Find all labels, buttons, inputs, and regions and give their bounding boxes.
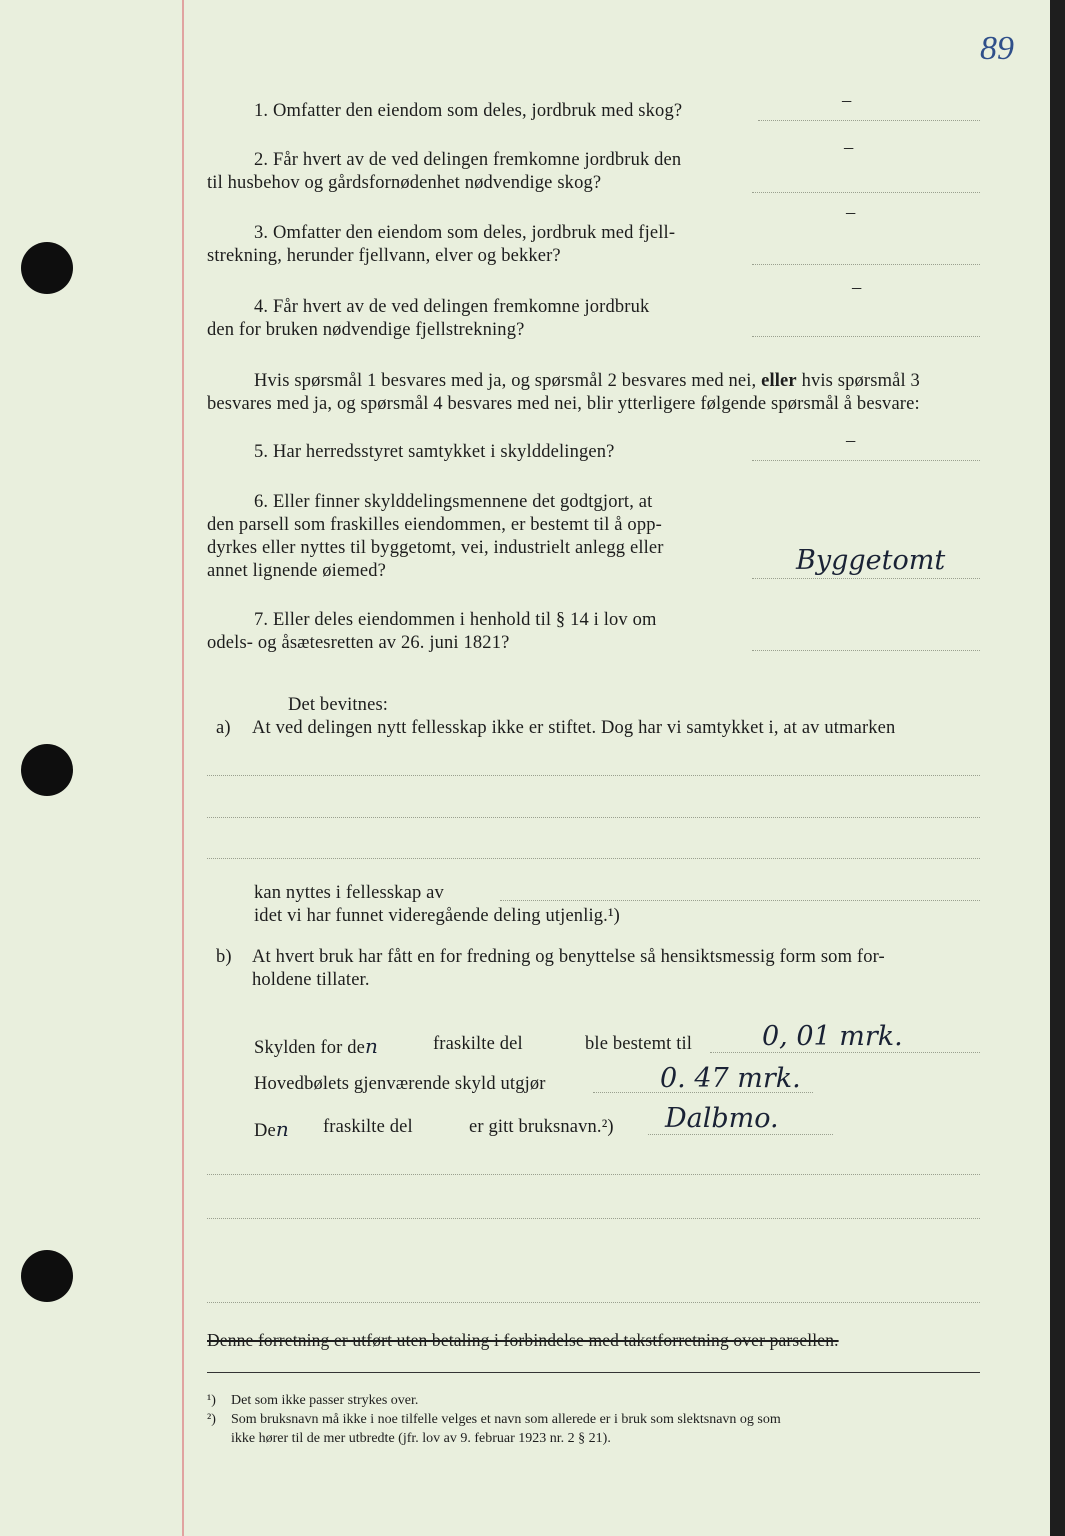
question-7-line-2: odels- og åsætesretten av 26. juni 1821? bbox=[207, 633, 510, 653]
question-1-line-1: 1. Omfatter den eiendom som deles, jordbruk med skog? bbox=[254, 101, 683, 121]
certify-b-label: b) bbox=[216, 947, 232, 967]
question-3-line-2: strekning, herunder fjellvann, elver og bekker? bbox=[207, 246, 561, 266]
skyld-prefix: Skylden for de bbox=[254, 1038, 366, 1058]
question-2-line-1: 2. Får hvert av de ved delingen fremkomne jordbruk den bbox=[254, 150, 682, 170]
question-4-answer-line bbox=[752, 336, 980, 337]
navn-line bbox=[254, 1117, 289, 1142]
skyld-suffix: ble bestemt til bbox=[585, 1034, 693, 1054]
certify-a-text: At ved delingen nytt fellesskap ikke er stiftet. Dog har vi samtykket i, at av utmarken bbox=[252, 718, 896, 738]
hoved-value-handwritten: 0. 47 mrk. bbox=[660, 1063, 801, 1094]
blank-line-2 bbox=[207, 817, 980, 818]
navn-handwritten-n: n bbox=[275, 1117, 289, 1141]
question-1-answer-line bbox=[758, 120, 980, 121]
certify-b-line-1: At hvert bruk har fått en for fredning og benyttelse så hensiktsmessig form som for- bbox=[252, 947, 885, 967]
margin-line bbox=[182, 0, 184, 1536]
fellesskap-line bbox=[500, 900, 980, 901]
skyld-line bbox=[254, 1034, 378, 1059]
footnote-2-line-1: Som bruksnavn må ikke i noe tilfelle velges et navn som allerede er i bruk som slektsnavn og som bbox=[231, 1412, 781, 1427]
certify-a-line-3: idet vi har funnet videregående deling utjenlig.¹) bbox=[254, 906, 620, 926]
blank-line-1 bbox=[207, 775, 980, 776]
condition-line-1 bbox=[254, 371, 920, 392]
question-2-answer-line bbox=[752, 192, 980, 193]
hoved-label: Hovedbølets gjenværende skyld utgjør bbox=[254, 1074, 546, 1094]
question-1-answer: – bbox=[842, 91, 852, 111]
question-4-line-2: den for bruken nødvendige fjellstrekning? bbox=[207, 320, 525, 340]
footnote-rule bbox=[207, 1372, 980, 1373]
question-3-answer-line bbox=[752, 264, 980, 265]
question-6-line-1: 6. Eller finner skylddelingsmennene det godtgjort, at bbox=[254, 492, 653, 512]
blank-line-4 bbox=[207, 1174, 980, 1175]
certify-a-line-2: kan nyttes i fellesskap av bbox=[254, 883, 444, 903]
question-6-line-3: dyrkes eller nyttes til byggetomt, vei, industrielt anlegg eller bbox=[207, 538, 664, 558]
punch-hole-bottom bbox=[21, 1250, 73, 1302]
navn-suffix: er gitt bruksnavn.²) bbox=[469, 1117, 614, 1137]
certify-b-line-2: holdene tillater. bbox=[252, 970, 370, 990]
question-4-answer: – bbox=[852, 278, 862, 298]
blank-line-3 bbox=[207, 858, 980, 859]
question-2-answer: – bbox=[844, 138, 854, 158]
footnote-2-line-2: ikke hører til de mer utbredte (jfr. lov av 9. februar 1923 nr. 2 § 21). bbox=[231, 1431, 611, 1446]
question-7-answer-line bbox=[752, 650, 980, 651]
skyld-value-handwritten: 0, 01 mrk. bbox=[762, 1021, 903, 1052]
certify-a-label: a) bbox=[216, 718, 231, 738]
question-6-answer-line bbox=[752, 578, 980, 579]
page-number: 89 bbox=[980, 30, 1014, 67]
footnote-1-mark: ¹) bbox=[207, 1393, 216, 1408]
question-5-answer: – bbox=[846, 431, 856, 451]
question-5-answer-line bbox=[752, 460, 980, 461]
skyld-value-line bbox=[710, 1052, 980, 1053]
certify-heading: Det bevitnes: bbox=[288, 695, 389, 715]
question-2-line-2: til husbehov og gårdsfornødenhet nødvendige skog? bbox=[207, 173, 602, 193]
question-4-line-1: 4. Får hvert av de ved delingen fremkomne jordbruk bbox=[254, 297, 650, 317]
blank-line-6 bbox=[207, 1302, 980, 1303]
scan-edge bbox=[1050, 0, 1065, 1536]
condition-bold-word: eller bbox=[761, 371, 797, 391]
condition-line-2: besvares med ja, og spørsmål 4 besvares med nei, blir ytterligere følgende spørsmål å besvare: bbox=[207, 394, 920, 414]
footnote-2-mark: ²) bbox=[207, 1412, 216, 1427]
skyld-mid: fraskilte del bbox=[433, 1034, 523, 1054]
question-6-line-2: den parsell som fraskilles eiendommen, er bestemt til å opp- bbox=[207, 515, 662, 535]
skyld-handwritten-n: n bbox=[365, 1034, 379, 1058]
navn-mid: fraskilte del bbox=[323, 1117, 413, 1137]
punch-hole-middle bbox=[21, 744, 73, 796]
question-3-answer: – bbox=[846, 203, 856, 223]
question-5: 5. Har herredsstyret samtykket i skylddelingen? bbox=[254, 442, 615, 462]
condition-line-1-b: hvis spørsmål 3 bbox=[801, 371, 920, 391]
blank-line-5 bbox=[207, 1218, 980, 1219]
punch-hole-top bbox=[21, 242, 73, 294]
navn-value-line bbox=[648, 1134, 833, 1135]
navn-value-handwritten: Dalbmo. bbox=[665, 1103, 779, 1134]
navn-prefix: De bbox=[254, 1121, 276, 1141]
footnote-1-text: Det som ikke passer strykes over. bbox=[231, 1393, 419, 1408]
question-6-answer-handwritten: Byggetomt bbox=[796, 545, 946, 576]
question-6-line-4: annet lignende øiemed? bbox=[207, 561, 386, 581]
struck-payment-note: Denne forretning er utført uten betaling i forbindelse med takstforretning over parsellen. bbox=[207, 1330, 839, 1350]
condition-line-1-a: Hvis spørsmål 1 besvares med ja, og spørsmål 2 besvares med nei, bbox=[254, 371, 757, 391]
question-7-line-1: 7. Eller deles eiendommen i henhold til § 14 i lov om bbox=[254, 610, 657, 630]
question-3-line-1: 3. Omfatter den eiendom som deles, jordbruk med fjell- bbox=[254, 223, 676, 243]
